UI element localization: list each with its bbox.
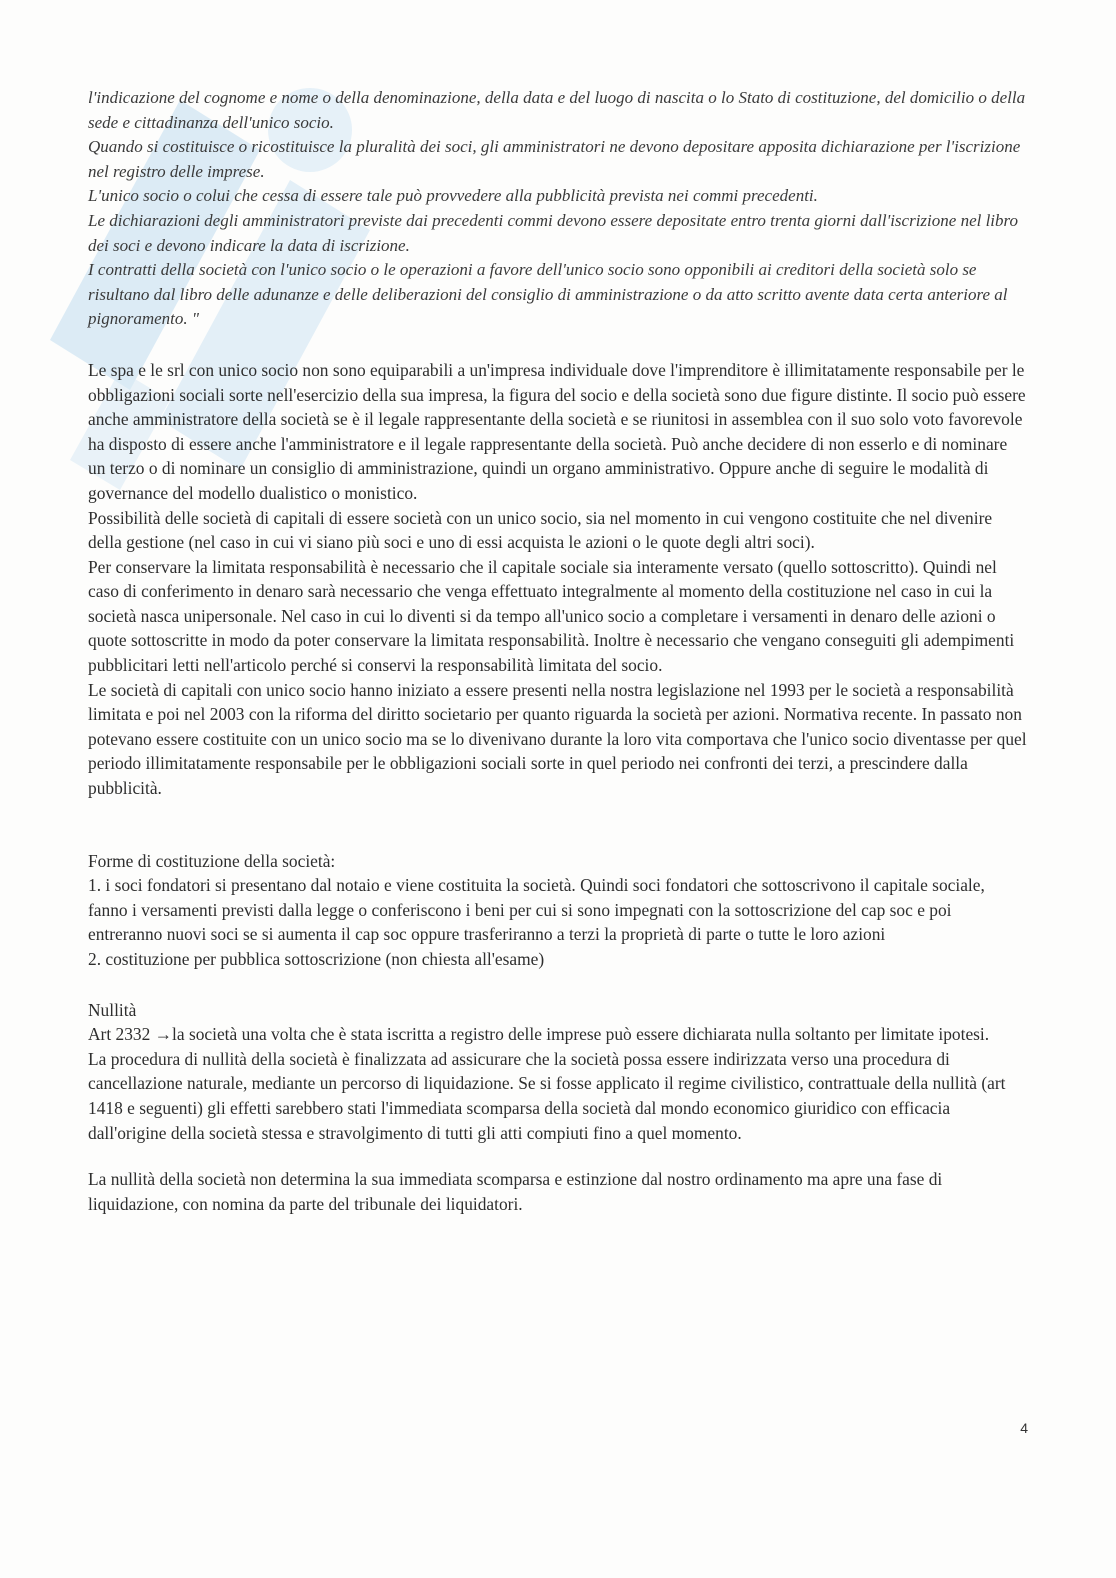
section-heading: Nullità [88, 999, 137, 1020]
quote-line: Quando si costituisce o ricostituisce la pluralità dei soci, gli amministratori ne devono depositare apposita dichiarazione per l'iscrizione nel registro delle imprese. [88, 137, 1021, 181]
nullita-section [88, 998, 1028, 1217]
article-quote [88, 86, 1028, 332]
paragraph: Art 2332 →la società una volta che è stata iscritta a registro delle imprese può essere dichiarata nulla soltanto per limitate ipotesi. [88, 1024, 990, 1045]
list-item: 2. costituzione per pubblica sottoscrizione (non chiesta all'esame) [88, 949, 545, 969]
quote-line: L'unico socio o colui che cessa di essere tale può provvedere alla pubblicità prevista nei commi precedenti. [88, 186, 818, 206]
quote-line: l'indicazione del cognome e nome o della denominazione, della data e del luogo di nascita o lo Stato di costituzione, del domicilio o della sede e cittadinanza dell'unico socio. [88, 88, 1026, 132]
unico-socio-section [88, 358, 1028, 801]
quote-line: Le dichiarazioni degli amministratori previste dai precedenti commi devono essere depositate entro trenta giorni dall'iscrizione nel libro dei soci e devono indicare la data di iscrizione. [88, 210, 1019, 255]
spacer [88, 801, 1028, 849]
page-content [88, 86, 1028, 1216]
spacer [88, 1145, 1028, 1167]
paragraph: La nullità della società non determina la sua immediata scomparsa e estinzione dal nostro ordinamento ma apre una fase di liquidazione, con nomina da parte del tribunale dei liquidatori. [88, 1169, 943, 1214]
paragraph: Le società di capitali con unico socio hanno iniziato a essere presenti nella nostra legislazione nel 1993 per le società a responsabilità limitata e poi nel 2003 con la riforma del diritto societario per quanto riguarda la società per azioni. Normativa recente. In passato non potevano essere costituite con un unico socio ma se lo divenivano durante la loro vita comportava che l'unico socio diventasse per quel periodo illimitatamente responsabile per le obbligazioni sociali sorte in quel periodo nei confronti dei terzi, a prescindere dalla pubblicità. [88, 679, 1027, 799]
section-heading: Forme di costituzione della società: [88, 850, 336, 871]
paragraph: Per conservare la limitata responsabilità è necessario che il capitale sociale sia interamente versato (quello sottoscritto). Quindi nel caso di conferimento in denaro sarà necessario che venga effettuato integralmente al momento della costituzione nel caso in cui la società nasca unipersonale. Nel caso in cui lo diventi si da tempo all'unico socio a completare i versamenti in denaro delle azioni o quote sottoscritte in modo da poter conservare la limitata responsabilità. Inoltre è necessario che vengano conseguiti gli adempimenti pubblicitari letti nell'articolo perché si conservi la responsabilità limitata del socio. [88, 556, 1015, 676]
paragraph: Possibilità delle società di capitali di essere società con un unico socio, sia nel momento in cui vengono costituite che nel divenire della gestione (nel caso in cui vi siano più soci e uno di essi acquista le azioni o le quote degli altri soci). [88, 507, 993, 553]
forme-section [88, 849, 1028, 972]
quote-line: I contratti della società con l'unico socio o le operazioni a favore dell'unico socio sono opponibili ai creditori della società solo se risultano dal libro delle adunanze e delle deliberazioni del consiglio di amministrazione o da atto scritto avente data certa anteriore al pignoramento. " [88, 260, 1008, 329]
paragraph: Le spa e le srl con unico socio non sono equiparabili a un'impresa individuale dove l'imprenditore è illimitatamente responsabile per le obbligazioni sociali sorte nell'esercizio della sua impresa, la figura del socio e della società sono due figure distinte. Il socio può essere anche amministratore della società se è il legale rappresentante della società e se riunitosi in assemblea con il suo solo voto favorevole ha disposto di essere anche l'amministratore e il legale rappresentante della società. Può anche decidere di non esserlo e di nominare un terzo o di nominare un consiglio di amministrazione, quindi un organo amministrativo. Oppure anche di seguire le modalità di governance del modello dualistico o monistico. [88, 359, 1026, 503]
spacer [88, 972, 1028, 998]
list-item: 1. i soci fondatori si presentano dal notaio e viene costituita la società. Quindi soci fondatori che sottoscrivono il capitale sociale, fanno i versamenti previsti dalla legge o conferiscono i beni per cui si sono impegnati con la sottoscrizione del cap soc e poi entreranno nuovi soci se si aumenta il cap soc oppure trasferiranno a terzi la proprietà di parte o tutte le loro azioni [88, 875, 985, 945]
paragraph: La procedura di nullità della società è finalizzata ad assicurare che la società possa essere indirizzata verso una procedura di cancellazione naturale, mediante un percorso di liquidazione. Se si fosse applicato il regime civilistico, contrattuale della nullità (art 1418 e seguenti) gli effetti sarebbero stati l'immediata scomparsa della società dal mondo economico giuridico con efficacia dall'origine della società stessa e stravolgimento di tutti gli atti compiuti fino a quel momento. [88, 1048, 1006, 1143]
page-number: 4 [1020, 1420, 1028, 1436]
